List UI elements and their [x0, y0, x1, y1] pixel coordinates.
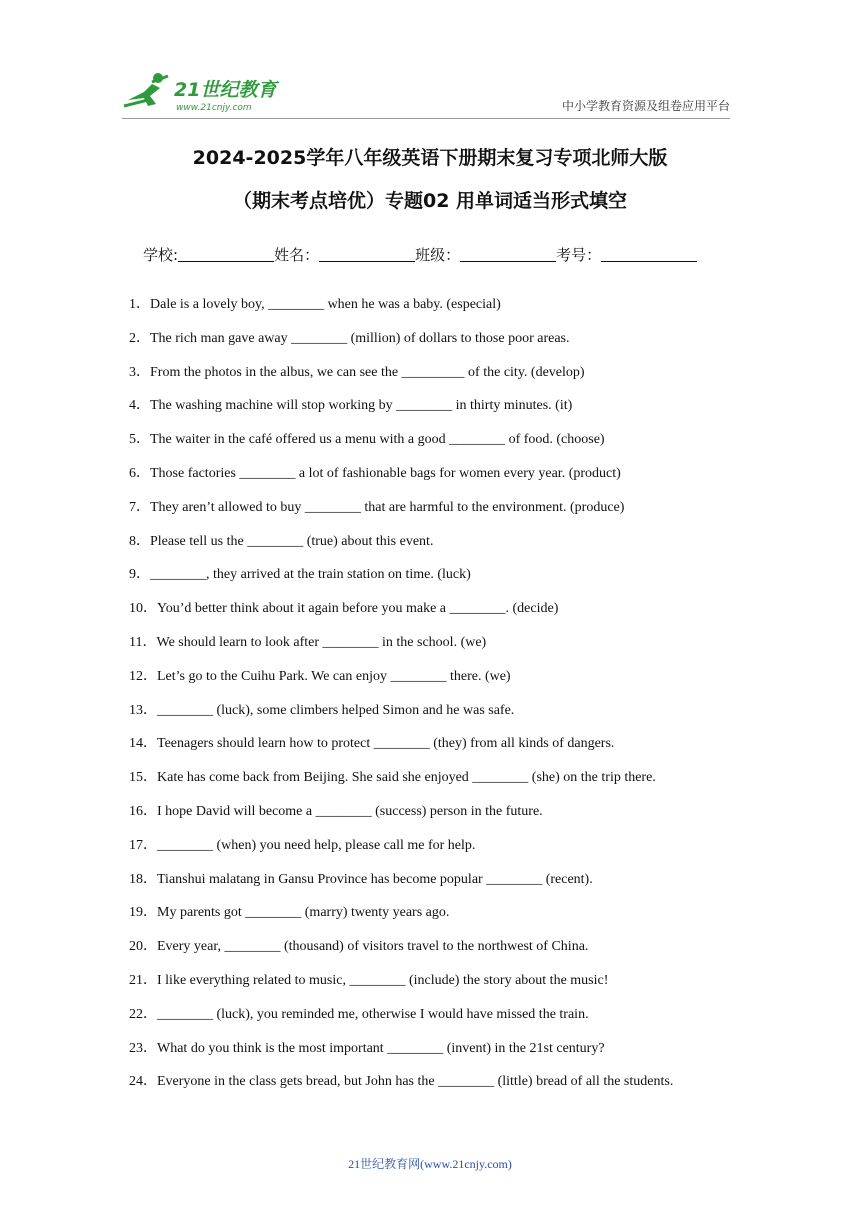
question-number: 6．: [129, 465, 150, 481]
question-number: 7．: [129, 499, 150, 515]
question-number: 1．: [129, 297, 150, 312]
question-text: They aren’t allowed to buy ________ that are harmful to the environment. (produce): [150, 499, 625, 515]
question-item: [129, 871, 769, 905]
question-text: Please tell us the ________ (true) about this event.: [150, 533, 434, 549]
header-divider: [122, 118, 730, 119]
question-text: The waiter in the café offered us a menu with a good ________ of food. (choose): [150, 432, 605, 448]
question-text: ________, they arrived at the train station on time. (luck): [150, 567, 471, 583]
question-number: 14．: [129, 736, 157, 752]
question-item: [129, 1006, 769, 1040]
question-number: 21．: [129, 972, 157, 988]
question-text: Let’s go to the Cuihu Park. We can enjoy ________ there. (we): [157, 668, 511, 684]
document-subtitle: （期末考点培优）专题02 用单词适当形式填空: [232, 190, 628, 212]
question-number: 15．: [129, 770, 157, 786]
footer-link[interactable]: 21世纪教育网(www.21cnjy.com): [348, 1157, 512, 1171]
question-text: You’d better think about it again before you make a ________. (decide): [157, 601, 559, 617]
question-number: 3．: [129, 364, 150, 380]
question-text: I like everything related to music, ________ (include) the story about the music!: [157, 972, 609, 988]
question-item: [129, 1073, 769, 1107]
svg-text:21世纪教育: 21世纪教育: [174, 79, 277, 101]
21cnjy-logo: [122, 70, 292, 116]
question-item: [129, 803, 769, 837]
student-info-row: [143, 244, 697, 265]
question-text: Tianshui malatang in Gansu Province has become popular ________ (recent).: [157, 871, 593, 887]
school-label: 学校:: [143, 246, 179, 264]
question-item: [129, 296, 769, 330]
question-text: I hope David will become a ________ (success) person in the future.: [157, 803, 543, 819]
question-item: [129, 431, 769, 465]
question-item: [129, 837, 769, 871]
question-text: My parents got ________ (marry) twenty years ago.: [157, 905, 450, 921]
svg-text:www.21cnjy.com: www.21cnjy.com: [176, 103, 252, 113]
class-label: 班级：: [415, 246, 461, 264]
question-item: [129, 938, 769, 972]
question-item: [129, 668, 769, 702]
question-text: ________ (when) you need help, please call me for help.: [157, 837, 476, 853]
question-list: [129, 296, 769, 1107]
question-number: 8．: [129, 533, 150, 549]
question-text: The rich man gave away ________ (million) of dollars to those poor areas.: [150, 330, 570, 346]
name-label: 姓名：: [274, 246, 320, 264]
question-text: Kate has come back from Beijing. She said she enjoyed ________ (she) on the trip there.: [157, 770, 656, 786]
question-number: 2．: [129, 330, 150, 346]
question-number: 10．: [129, 601, 157, 617]
question-text: Every year, ________ (thousand) of visitors travel to the northwest of China.: [157, 939, 589, 955]
question-item: [129, 364, 769, 398]
question-number: 9．: [129, 567, 150, 583]
question-number: 22．: [129, 1006, 157, 1022]
question-number: 19．: [129, 905, 157, 921]
class-blank[interactable]: [460, 246, 556, 262]
question-text: The washing machine will stop working by ________ in thirty minutes. (it): [150, 398, 573, 414]
exam-no-label: 考号：: [556, 246, 602, 264]
question-number: 11．: [129, 634, 157, 650]
question-item: [129, 1040, 769, 1074]
question-item: [129, 499, 769, 533]
question-text: From the photos in the albus, we can see the _________ of the city. (develop): [150, 364, 585, 380]
question-text: Those factories ________ a lot of fashionable bags for women every year. (product): [150, 465, 621, 481]
question-text: We should learn to look after ________ in the school. (we): [156, 634, 487, 650]
question-item: [129, 465, 769, 499]
question-number: 20．: [129, 939, 157, 955]
question-item: [129, 904, 769, 938]
question-item: [129, 397, 769, 431]
name-blank[interactable]: [319, 246, 415, 262]
question-item: [129, 634, 769, 668]
question-text: Everyone in the class gets bread, but John has the ________ (little) bread of all the students.: [157, 1074, 674, 1090]
question-number: 18．: [129, 871, 157, 887]
question-text: Dale is a lovely boy, ________ when he was a baby. (especial): [150, 297, 501, 312]
question-item: [129, 330, 769, 364]
question-text: Teenagers should learn how to protect ________ (they) from all kinds of dangers.: [157, 736, 615, 752]
question-number: 24．: [129, 1074, 157, 1090]
question-item: [129, 566, 769, 600]
question-text: ________ (luck), some climbers helped Simon and he was safe.: [157, 702, 515, 718]
question-item: [129, 735, 769, 769]
question-item: [129, 533, 769, 567]
question-item: [129, 972, 769, 1006]
school-blank[interactable]: [178, 246, 274, 262]
question-number: 13．: [129, 702, 157, 718]
question-text: What do you think is the most important ________ (invent) in the 21st century?: [157, 1040, 605, 1056]
question-number: 5．: [129, 432, 150, 448]
exam-no-blank[interactable]: [601, 246, 697, 262]
question-text: ________ (luck), you reminded me, otherwise I would have missed the train.: [157, 1006, 589, 1022]
question-number: 23．: [129, 1040, 157, 1056]
question-number: 4．: [129, 398, 150, 414]
question-item: [129, 600, 769, 634]
question-number: 17．: [129, 837, 157, 853]
platform-tagline: 中小学教育资源及组卷应用平台: [561, 99, 730, 113]
question-number: 12．: [129, 668, 157, 684]
document-title: 2024-2025学年八年级英语下册期末复习专项北师大版: [192, 147, 668, 169]
question-number: 16．: [129, 803, 157, 819]
question-item: [129, 769, 769, 803]
question-item: [129, 702, 769, 736]
